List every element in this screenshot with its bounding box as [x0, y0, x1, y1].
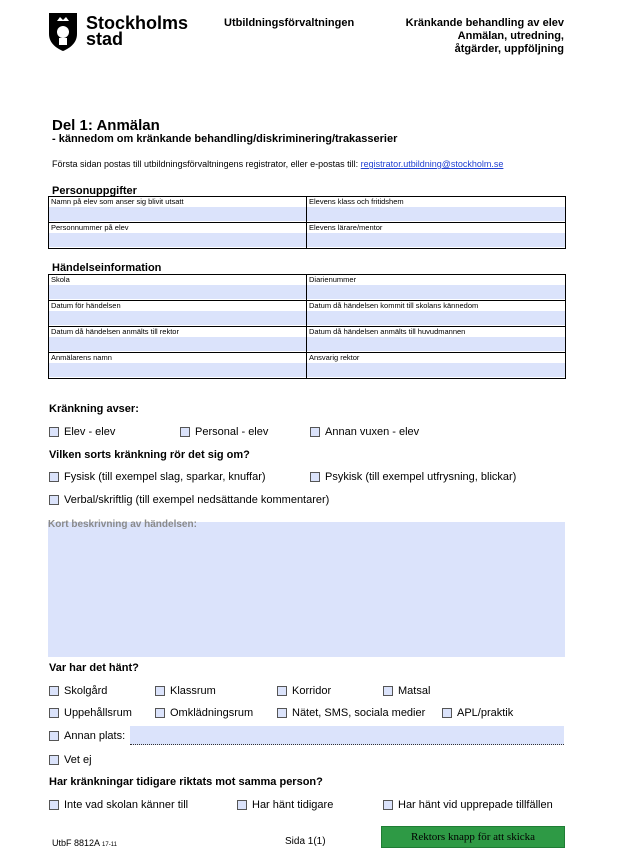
submit-button[interactable]: Rektors knapp för att skicka — [381, 826, 565, 848]
option-natet[interactable]: Nätet, SMS, sociala medier — [277, 707, 425, 719]
checkbox[interactable] — [49, 495, 59, 505]
checkbox[interactable] — [310, 472, 320, 482]
known-date-cell: Datum då händelsen kommit till skolans kännedom — [307, 301, 566, 327]
checkbox[interactable] — [155, 708, 165, 718]
incident-info-table — [48, 274, 566, 379]
table-row — [49, 327, 566, 353]
checkbox[interactable] — [277, 686, 287, 696]
student-class-field[interactable] — [307, 207, 565, 221]
checkbox[interactable] — [383, 686, 393, 696]
reporter-name-field[interactable] — [49, 363, 306, 377]
option-klassrum[interactable]: Klassrum — [155, 685, 216, 697]
department-name: Utbildningsförvaltningen — [224, 17, 355, 29]
part-title: Del 1: Anmälan — [52, 117, 160, 134]
description-textarea[interactable] — [48, 522, 565, 657]
option-omkladningsrum[interactable]: Omklädningsrum — [155, 707, 253, 719]
document-title-line-1: Kränkande behandling av elev — [405, 17, 564, 29]
option-verbal[interactable]: Verbal/skriftlig (till exempel nedsättande kommentarer) — [49, 494, 329, 506]
other-location-field[interactable] — [130, 726, 564, 745]
description-label: Kort beskrivning av händelsen: — [48, 519, 197, 530]
document-title-line-2: Anmälan, utredning, — [457, 30, 564, 42]
coat-of-arms-icon — [48, 12, 78, 52]
registrar-email-link[interactable]: registrator.utbildning@stockholm.se — [360, 159, 504, 169]
reporter-name-cell: Anmälarens namn — [49, 353, 307, 379]
known-date-field[interactable] — [307, 311, 565, 325]
document-title — [406, 17, 564, 56]
option-korridor[interactable]: Korridor — [277, 685, 331, 697]
incident-section-heading: Händelseinformation — [52, 262, 162, 274]
option-personal-elev[interactable]: Personal - elev — [180, 426, 268, 438]
checkbox[interactable] — [277, 708, 287, 718]
checkbox[interactable] — [310, 427, 320, 437]
option-annan-plats[interactable]: Annan plats: — [49, 730, 125, 742]
checkbox[interactable] — [49, 800, 59, 810]
logo-line-2: stad — [86, 29, 124, 49]
school-cell: Skola — [49, 275, 307, 301]
option-psykisk[interactable]: Psykisk (till exempel utfrysning, blickar) — [310, 471, 516, 483]
option-matsal[interactable]: Matsal — [383, 685, 430, 697]
checkbox[interactable] — [49, 755, 59, 765]
option-apl-praktik[interactable]: APL/praktik — [442, 707, 513, 719]
option-hant-tidigare[interactable]: Har hänt tidigare — [237, 799, 333, 811]
personal-info-table — [48, 196, 566, 249]
option-annan-vuxen-elev[interactable]: Annan vuxen - elev — [310, 426, 419, 438]
teacher-field[interactable] — [307, 233, 565, 247]
student-class-cell: Elevens klass och fritidshem — [307, 197, 566, 223]
school-field[interactable] — [49, 285, 306, 299]
option-upprepade[interactable]: Har hänt vid upprepade tillfällen — [383, 799, 553, 811]
table-row — [49, 301, 566, 327]
option-fysisk[interactable]: Fysisk (till exempel slag, sparkar, knuffar) — [49, 471, 266, 483]
personal-section-heading: Personuppgifter — [52, 185, 137, 197]
incident-date-cell: Datum för händelsen — [49, 301, 307, 327]
authority-report-date-field[interactable] — [307, 337, 565, 351]
checkbox[interactable] — [49, 472, 59, 482]
table-row — [49, 353, 566, 379]
authority-report-date-cell: Datum då händelsen anmälts till huvudmannen — [307, 327, 566, 353]
offense-kind-question: Vilken sorts kränkning rör det sig om? — [49, 449, 250, 461]
student-name-cell: Namn på elev som anser sig blivit utsatt — [49, 197, 307, 223]
case-number-cell: Diarienummer — [307, 275, 566, 301]
checkbox[interactable] — [49, 708, 59, 718]
checkbox[interactable] — [442, 708, 452, 718]
prior-offense-question: Har kränkningar tidigare riktats mot samma person? — [49, 776, 323, 788]
checkbox[interactable] — [49, 427, 59, 437]
table-row — [49, 197, 566, 223]
document-title-line-3: åtgärder, uppföljning — [454, 43, 564, 55]
form-code: UtbF 8812A 17-11 — [52, 838, 117, 848]
principal-report-date-cell: Datum då händelsen anmälts till rektor — [49, 327, 307, 353]
teacher-cell: Elevens lärare/mentor — [307, 223, 566, 249]
page-number: Sida 1(1) — [285, 836, 326, 847]
offense-type-question: Kränkning avser: — [49, 403, 139, 415]
logo-line-1: Stockholms — [86, 13, 189, 33]
incident-date-field[interactable] — [49, 311, 306, 325]
form-version: 17-11 — [102, 842, 117, 848]
option-inte-kant[interactable]: Inte vad skolan känner till — [49, 799, 188, 811]
checkbox[interactable] — [237, 800, 247, 810]
option-skolgard[interactable]: Skolgård — [49, 685, 107, 697]
responsible-principal-cell: Ansvarig rektor — [307, 353, 566, 379]
checkbox[interactable] — [383, 800, 393, 810]
submission-note — [52, 159, 503, 169]
student-name-field[interactable] — [49, 207, 306, 221]
principal-report-date-field[interactable] — [49, 337, 306, 351]
option-uppehallsrum[interactable]: Uppehållsrum — [49, 707, 132, 719]
option-elev-elev[interactable]: Elev - elev — [49, 426, 115, 438]
table-row — [49, 275, 566, 301]
checkbox[interactable] — [49, 731, 59, 741]
checkbox[interactable] — [180, 427, 190, 437]
personal-number-field[interactable] — [49, 233, 306, 247]
location-question: Var har det hänt? — [49, 662, 139, 674]
personal-number-cell: Personnummer på elev — [49, 223, 307, 249]
stockholm-logo — [48, 12, 188, 52]
responsible-principal-field[interactable] — [307, 363, 565, 377]
part-subtitle: - kännedom om kränkande behandling/diskriminering/trakasserier — [52, 133, 398, 145]
table-row — [49, 223, 566, 249]
case-number-field[interactable] — [307, 285, 565, 299]
submission-note-text: Första sidan postas till utbildningsförvaltningens registrator, eller e-postas till: — [52, 159, 359, 169]
option-vet-ej[interactable]: Vet ej — [49, 754, 92, 766]
checkbox[interactable] — [49, 686, 59, 696]
checkbox[interactable] — [155, 686, 165, 696]
